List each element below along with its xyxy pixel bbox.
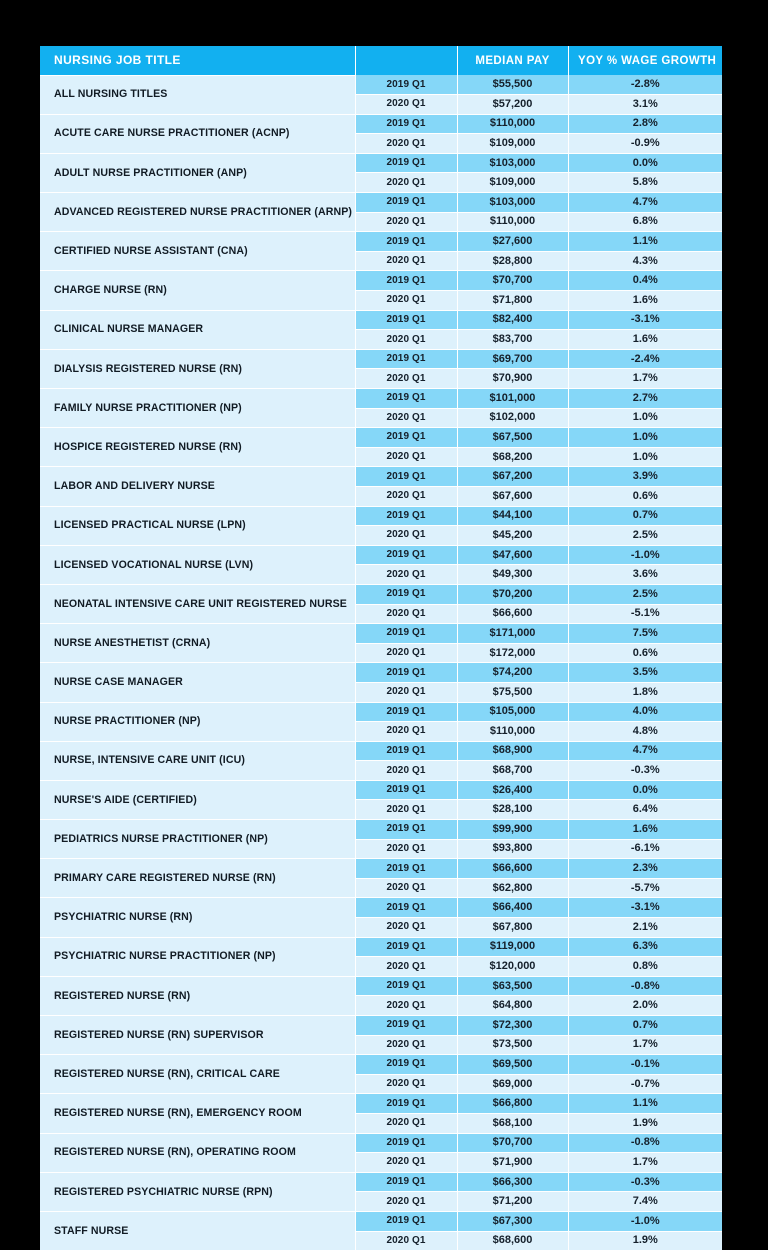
pay-cell: $110,000 — [457, 212, 568, 232]
yoy-cell: 0.8% — [568, 957, 722, 977]
pay-cell: $27,600 — [457, 232, 568, 252]
pay-cell: $66,300 — [457, 1172, 568, 1192]
pay-cell: $62,800 — [457, 878, 568, 898]
pay-cell: $66,800 — [457, 1094, 568, 1114]
pay-cell: $28,100 — [457, 800, 568, 820]
yoy-cell: 4.0% — [568, 702, 722, 722]
table-row — [40, 780, 722, 800]
pay-cell: $68,200 — [457, 447, 568, 467]
yoy-cell: 1.9% — [568, 1231, 722, 1250]
yoy-cell: 1.6% — [568, 330, 722, 350]
yoy-cell: 2.8% — [568, 114, 722, 134]
period-cell: 2020 Q1 — [355, 291, 457, 311]
period-cell: 2020 Q1 — [355, 761, 457, 781]
pay-cell: $71,800 — [457, 291, 568, 311]
yoy-cell: -2.4% — [568, 349, 722, 369]
pay-cell: $103,000 — [457, 153, 568, 173]
period-cell: 2020 Q1 — [355, 330, 457, 350]
header-row — [40, 46, 722, 75]
pay-cell: $45,200 — [457, 526, 568, 546]
period-cell: 2019 Q1 — [355, 898, 457, 918]
period-cell: 2020 Q1 — [355, 604, 457, 624]
period-cell: 2020 Q1 — [355, 212, 457, 232]
period-cell: 2019 Q1 — [355, 780, 457, 800]
yoy-cell: 1.8% — [568, 682, 722, 702]
yoy-cell: -0.7% — [568, 1074, 722, 1094]
period-cell: 2020 Q1 — [355, 957, 457, 977]
pay-cell: $71,900 — [457, 1153, 568, 1173]
table-row — [40, 859, 722, 879]
period-cell: 2019 Q1 — [355, 1133, 457, 1153]
yoy-cell: -5.1% — [568, 604, 722, 624]
yoy-cell: 1.0% — [568, 408, 722, 428]
pay-cell: $49,300 — [457, 565, 568, 585]
yoy-cell: 3.9% — [568, 467, 722, 487]
yoy-cell: -0.9% — [568, 134, 722, 154]
pay-cell: $68,700 — [457, 761, 568, 781]
yoy-cell: 4.8% — [568, 722, 722, 742]
yoy-cell: 1.1% — [568, 1094, 722, 1114]
table-row — [40, 624, 722, 644]
table-row — [40, 741, 722, 761]
table-row — [40, 349, 722, 369]
pay-cell: $66,600 — [457, 859, 568, 879]
yoy-cell: 3.6% — [568, 565, 722, 585]
pay-cell: $93,800 — [457, 839, 568, 859]
yoy-cell: -0.8% — [568, 1133, 722, 1153]
period-cell: 2020 Q1 — [355, 839, 457, 859]
table-row — [40, 820, 722, 840]
period-cell: 2019 Q1 — [355, 820, 457, 840]
period-cell: 2020 Q1 — [355, 408, 457, 428]
yoy-cell: -1.0% — [568, 1211, 722, 1231]
yoy-cell: -3.1% — [568, 310, 722, 330]
table-row — [40, 232, 722, 252]
pay-cell: $44,100 — [457, 506, 568, 526]
table-row — [40, 702, 722, 722]
yoy-cell: 0.0% — [568, 780, 722, 800]
period-cell: 2019 Q1 — [355, 545, 457, 565]
pay-cell: $69,000 — [457, 1074, 568, 1094]
yoy-cell: 5.8% — [568, 173, 722, 193]
pay-cell: $110,000 — [457, 114, 568, 134]
job-title-cell: NURSE'S AIDE (CERTIFIED) — [40, 780, 355, 819]
table-row — [40, 1016, 722, 1036]
job-title-cell: NURSE CASE MANAGER — [40, 663, 355, 702]
table-row — [40, 428, 722, 448]
job-title-cell: CHARGE NURSE (RN) — [40, 271, 355, 310]
pay-cell: $99,900 — [457, 820, 568, 840]
period-cell: 2020 Q1 — [355, 565, 457, 585]
period-cell: 2019 Q1 — [355, 1211, 457, 1231]
period-cell: 2019 Q1 — [355, 976, 457, 996]
period-cell: 2019 Q1 — [355, 584, 457, 604]
period-cell: 2019 Q1 — [355, 349, 457, 369]
pay-cell: $75,500 — [457, 682, 568, 702]
pay-cell: $71,200 — [457, 1192, 568, 1212]
job-title-cell: FAMILY NURSE PRACTITIONER (NP) — [40, 389, 355, 428]
pay-cell: $68,100 — [457, 1113, 568, 1133]
period-cell: 2019 Q1 — [355, 859, 457, 879]
pay-cell: $55,500 — [457, 75, 568, 95]
pay-cell: $74,200 — [457, 663, 568, 683]
yoy-cell: 1.6% — [568, 291, 722, 311]
table-row — [40, 898, 722, 918]
table-row — [40, 584, 722, 604]
period-cell: 2019 Q1 — [355, 1055, 457, 1075]
yoy-cell: 3.1% — [568, 95, 722, 115]
column-header-median-pay: MEDIAN PAY — [457, 46, 568, 75]
period-cell: 2020 Q1 — [355, 918, 457, 938]
column-header-yoy-wage-growth: YOY % WAGE GROWTH — [568, 46, 722, 75]
yoy-cell: 2.5% — [568, 526, 722, 546]
job-title-cell: STAFF NURSE — [40, 1211, 355, 1250]
pay-cell: $172,000 — [457, 643, 568, 663]
table-row — [40, 1094, 722, 1114]
period-cell: 2019 Q1 — [355, 310, 457, 330]
period-cell: 2020 Q1 — [355, 369, 457, 389]
yoy-cell: 1.1% — [568, 232, 722, 252]
period-cell: 2019 Q1 — [355, 937, 457, 957]
table-row — [40, 271, 722, 291]
pay-cell: $70,900 — [457, 369, 568, 389]
period-cell: 2019 Q1 — [355, 271, 457, 291]
yoy-cell: -5.7% — [568, 878, 722, 898]
pay-cell: $110,000 — [457, 722, 568, 742]
table-row — [40, 310, 722, 330]
period-cell: 2019 Q1 — [355, 114, 457, 134]
pay-cell: $103,000 — [457, 193, 568, 213]
pay-cell: $67,200 — [457, 467, 568, 487]
yoy-cell: 7.4% — [568, 1192, 722, 1212]
period-cell: 2020 Q1 — [355, 251, 457, 271]
job-title-cell: NEONATAL INTENSIVE CARE UNIT REGISTERED NURSE — [40, 584, 355, 623]
pay-cell: $67,600 — [457, 486, 568, 506]
period-cell: 2019 Q1 — [355, 193, 457, 213]
period-cell: 2019 Q1 — [355, 506, 457, 526]
yoy-cell: 6.3% — [568, 937, 722, 957]
period-cell: 2020 Q1 — [355, 526, 457, 546]
period-cell: 2020 Q1 — [355, 722, 457, 742]
period-cell: 2020 Q1 — [355, 1231, 457, 1250]
yoy-cell: 1.0% — [568, 447, 722, 467]
column-header-period — [355, 46, 457, 75]
period-cell: 2019 Q1 — [355, 1016, 457, 1036]
pay-cell: $70,200 — [457, 584, 568, 604]
pay-cell: $120,000 — [457, 957, 568, 977]
table-row — [40, 153, 722, 173]
pay-cell: $47,600 — [457, 545, 568, 565]
pay-cell: $69,700 — [457, 349, 568, 369]
yoy-cell: 4.3% — [568, 251, 722, 271]
pay-cell: $68,900 — [457, 741, 568, 761]
period-cell: 2020 Q1 — [355, 1192, 457, 1212]
period-cell: 2019 Q1 — [355, 428, 457, 448]
table-row — [40, 467, 722, 487]
yoy-cell: 0.7% — [568, 506, 722, 526]
job-title-cell: LABOR AND DELIVERY NURSE — [40, 467, 355, 506]
pay-cell: $67,800 — [457, 918, 568, 938]
pay-cell: $72,300 — [457, 1016, 568, 1036]
period-cell: 2020 Q1 — [355, 1113, 457, 1133]
table-row — [40, 1172, 722, 1192]
table-row — [40, 1133, 722, 1153]
yoy-cell: 2.0% — [568, 996, 722, 1016]
yoy-cell: 4.7% — [568, 741, 722, 761]
yoy-cell: -0.3% — [568, 1172, 722, 1192]
yoy-cell: -0.1% — [568, 1055, 722, 1075]
job-title-cell: LICENSED VOCATIONAL NURSE (LVN) — [40, 545, 355, 584]
job-title-cell: REGISTERED NURSE (RN), CRITICAL CARE — [40, 1055, 355, 1094]
job-title-cell: PSYCHIATRIC NURSE PRACTITIONER (NP) — [40, 937, 355, 976]
pay-cell: $70,700 — [457, 1133, 568, 1153]
job-title-cell: REGISTERED NURSE (RN) — [40, 976, 355, 1015]
pay-cell: $109,000 — [457, 173, 568, 193]
pay-cell: $67,500 — [457, 428, 568, 448]
table-row — [40, 1211, 722, 1231]
table-row — [40, 506, 722, 526]
period-cell: 2020 Q1 — [355, 800, 457, 820]
pay-cell: $171,000 — [457, 624, 568, 644]
job-title-cell: LICENSED PRACTICAL NURSE (LPN) — [40, 506, 355, 545]
job-title-cell: PEDIATRICS NURSE PRACTITIONER (NP) — [40, 820, 355, 859]
period-cell: 2019 Q1 — [355, 467, 457, 487]
period-cell: 2020 Q1 — [355, 447, 457, 467]
table-row — [40, 114, 722, 134]
period-cell: 2019 Q1 — [355, 153, 457, 173]
table-row — [40, 193, 722, 213]
yoy-cell: 1.7% — [568, 1153, 722, 1173]
pay-cell: $109,000 — [457, 134, 568, 154]
table-row — [40, 1055, 722, 1075]
pay-cell: $64,800 — [457, 996, 568, 1016]
job-title-cell: REGISTERED NURSE (RN) SUPERVISOR — [40, 1016, 355, 1055]
column-header-job-title: NURSING JOB TITLE — [40, 46, 355, 75]
period-cell: 2020 Q1 — [355, 1035, 457, 1055]
yoy-cell: 6.8% — [568, 212, 722, 232]
job-title-cell: CLINICAL NURSE MANAGER — [40, 310, 355, 349]
pay-cell: $102,000 — [457, 408, 568, 428]
job-title-cell: REGISTERED NURSE (RN), EMERGENCY ROOM — [40, 1094, 355, 1133]
period-cell: 2020 Q1 — [355, 643, 457, 663]
pay-cell: $69,500 — [457, 1055, 568, 1075]
yoy-cell: 2.1% — [568, 918, 722, 938]
yoy-cell: 2.3% — [568, 859, 722, 879]
table-header — [40, 46, 722, 75]
yoy-cell: 0.6% — [568, 486, 722, 506]
pay-cell: $67,300 — [457, 1211, 568, 1231]
pay-cell: $28,800 — [457, 251, 568, 271]
table-row — [40, 663, 722, 683]
yoy-cell: 2.5% — [568, 584, 722, 604]
yoy-cell: -3.1% — [568, 898, 722, 918]
table-row — [40, 545, 722, 565]
job-title-cell: ALL NURSING TITLES — [40, 75, 355, 114]
pay-cell: $101,000 — [457, 389, 568, 409]
job-title-cell: ACUTE CARE NURSE PRACTITIONER (ACNP) — [40, 114, 355, 153]
job-title-cell: DIALYSIS REGISTERED NURSE (RN) — [40, 349, 355, 388]
yoy-cell: 1.9% — [568, 1113, 722, 1133]
period-cell: 2020 Q1 — [355, 134, 457, 154]
pay-cell: $68,600 — [457, 1231, 568, 1250]
table-row — [40, 937, 722, 957]
table-row — [40, 976, 722, 996]
period-cell: 2019 Q1 — [355, 741, 457, 761]
pay-cell: $119,000 — [457, 937, 568, 957]
period-cell: 2020 Q1 — [355, 682, 457, 702]
period-cell: 2020 Q1 — [355, 878, 457, 898]
yoy-cell: 1.0% — [568, 428, 722, 448]
yoy-cell: -2.8% — [568, 75, 722, 95]
yoy-cell: 2.7% — [568, 389, 722, 409]
yoy-cell: 1.7% — [568, 1035, 722, 1055]
table-body — [40, 75, 722, 1250]
pay-cell: $66,400 — [457, 898, 568, 918]
pay-cell: $83,700 — [457, 330, 568, 350]
period-cell: 2020 Q1 — [355, 996, 457, 1016]
yoy-cell: 0.4% — [568, 271, 722, 291]
yoy-cell: 1.6% — [568, 820, 722, 840]
job-title-cell: ADULT NURSE PRACTITIONER (ANP) — [40, 153, 355, 192]
period-cell: 2020 Q1 — [355, 486, 457, 506]
period-cell: 2019 Q1 — [355, 1094, 457, 1114]
job-title-cell: PSYCHIATRIC NURSE (RN) — [40, 898, 355, 937]
period-cell: 2020 Q1 — [355, 173, 457, 193]
yoy-cell: -6.1% — [568, 839, 722, 859]
table-row — [40, 389, 722, 409]
yoy-cell: 4.7% — [568, 193, 722, 213]
yoy-cell: 0.7% — [568, 1016, 722, 1036]
period-cell: 2020 Q1 — [355, 95, 457, 115]
pay-cell: $63,500 — [457, 976, 568, 996]
nursing-wage-table — [40, 46, 722, 1250]
pay-cell: $66,600 — [457, 604, 568, 624]
table-row — [40, 75, 722, 95]
yoy-cell: -0.3% — [568, 761, 722, 781]
period-cell: 2019 Q1 — [355, 663, 457, 683]
period-cell: 2019 Q1 — [355, 389, 457, 409]
job-title-cell: PRIMARY CARE REGISTERED NURSE (RN) — [40, 859, 355, 898]
yoy-cell: 3.5% — [568, 663, 722, 683]
job-title-cell: CERTIFIED NURSE ASSISTANT (CNA) — [40, 232, 355, 271]
yoy-cell: 1.7% — [568, 369, 722, 389]
period-cell: 2019 Q1 — [355, 232, 457, 252]
job-title-cell: REGISTERED PSYCHIATRIC NURSE (RPN) — [40, 1172, 355, 1211]
pay-cell: $73,500 — [457, 1035, 568, 1055]
pay-cell: $26,400 — [457, 780, 568, 800]
job-title-cell: REGISTERED NURSE (RN), OPERATING ROOM — [40, 1133, 355, 1172]
job-title-cell: NURSE PRACTITIONER (NP) — [40, 702, 355, 741]
period-cell: 2020 Q1 — [355, 1074, 457, 1094]
job-title-cell: ADVANCED REGISTERED NURSE PRACTITIONER (ARNP) — [40, 193, 355, 232]
pay-cell: $57,200 — [457, 95, 568, 115]
period-cell: 2019 Q1 — [355, 75, 457, 95]
period-cell: 2019 Q1 — [355, 624, 457, 644]
yoy-cell: 7.5% — [568, 624, 722, 644]
job-title-cell: NURSE, INTENSIVE CARE UNIT (ICU) — [40, 741, 355, 780]
yoy-cell: -1.0% — [568, 545, 722, 565]
job-title-cell: HOSPICE REGISTERED NURSE (RN) — [40, 428, 355, 467]
yoy-cell: 0.0% — [568, 153, 722, 173]
yoy-cell: -0.8% — [568, 976, 722, 996]
wage-table-container — [40, 46, 722, 1250]
period-cell: 2020 Q1 — [355, 1153, 457, 1173]
pay-cell: $70,700 — [457, 271, 568, 291]
period-cell: 2019 Q1 — [355, 702, 457, 722]
job-title-cell: NURSE ANESTHETIST (CRNA) — [40, 624, 355, 663]
pay-cell: $82,400 — [457, 310, 568, 330]
period-cell: 2019 Q1 — [355, 1172, 457, 1192]
yoy-cell: 0.6% — [568, 643, 722, 663]
pay-cell: $105,000 — [457, 702, 568, 722]
yoy-cell: 6.4% — [568, 800, 722, 820]
